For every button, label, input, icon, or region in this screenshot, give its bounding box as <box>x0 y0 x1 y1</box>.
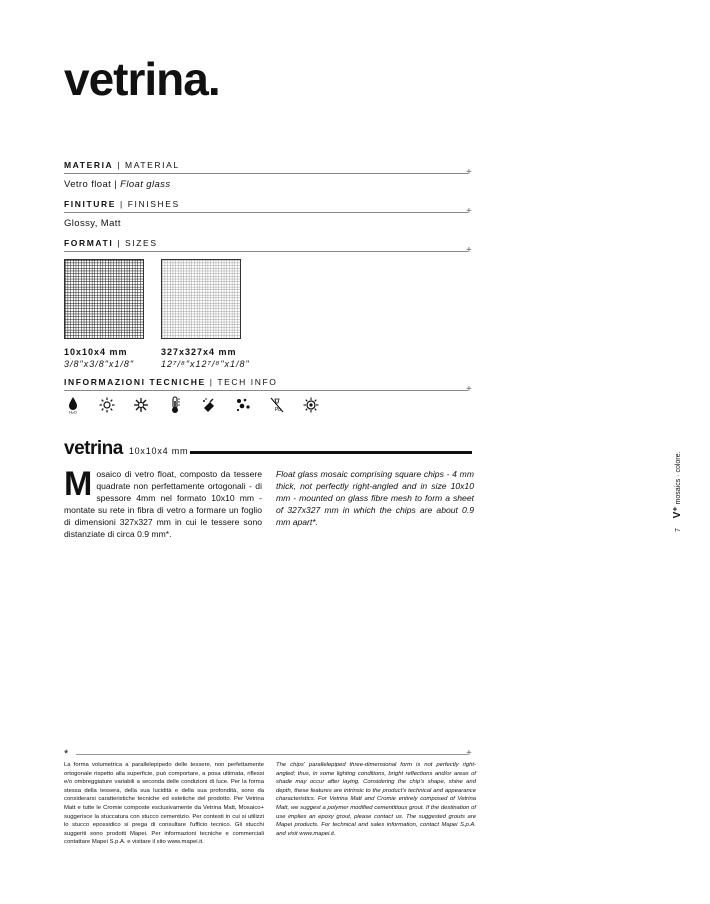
stain-resistance-icon <box>234 396 252 414</box>
water-absorption-icon <box>64 396 82 414</box>
sizes-label: FORMATI | SIZES <box>64 238 158 248</box>
thermal-shock-icon <box>166 396 184 414</box>
brand-text: mosaics · colore. <box>675 451 682 505</box>
plus-mark: + <box>466 167 472 178</box>
finishes-label: FINITURE | FINISHES <box>64 199 180 209</box>
product-heading <box>64 438 188 460</box>
size-caption: 10x10x4 mm 3/8"x3/8"x1/8" <box>64 347 135 369</box>
footnote-english: The chips' parallelepiped three-dimensional form is not perfectly right-angled; thus, in some lighting conditions, bright reflections and/or areas of shade may occur after laying. Considering the chip's shape, shine and depth, these features are intrinsic to the product's technical and appearance characteristics. For Vetrina Matt and Cromie entirely composed of Vetrina Matt, we suggest a polymer modified cementitious grout. If the destination of use implies an epoxy grout, please contact us. The suggested grouts are Mapei products. For technical and sales information, contact Mapei S.p.A. and visit www.mapei.it. <box>276 762 476 837</box>
divider <box>76 754 468 755</box>
tech-icons <box>64 396 320 414</box>
description-english: Float glass mosaic comprising square chips - 4 mm thick, not perfectly right-angled and in size 10x10 mm - mounted on glass fibre mesh to form a sheet of 327x327 mm in which the chips are about 0.9 mm apart*. <box>276 469 474 527</box>
page-title: vetrina. <box>64 53 220 105</box>
chemical-resistance-icon <box>200 396 218 414</box>
chip-swatch-small <box>64 259 144 339</box>
sun-resistance-icon <box>98 396 116 414</box>
size-caption: 327x327x4 mm 12⁷/⁸"x12⁷/⁸"x1/8" <box>161 347 250 369</box>
material-value: Vetro float | Float glass <box>64 179 171 190</box>
frost-resistance-icon <box>132 396 150 414</box>
brand-logo-icon: V⁺ <box>672 506 683 519</box>
side-brand <box>672 452 683 532</box>
page-number: 7 <box>675 528 682 532</box>
svg-text:Pb: Pb <box>274 407 282 413</box>
light-icon <box>302 396 320 414</box>
plus-mark: + <box>466 748 472 759</box>
footnote-italian: La forma volumetrica a parallelepipedo delle tessere, non perfettamente ortogonale rispetto alla superficie, può comportare, a posa ultimata, riflessi e/o ombreggiature variabili a seconda delle condizioni di luce. Per la forma stessa della tessera, della sua lucidità e della sua profondità, sono da considerarsi caratteristiche tecniche ed estetiche del prodotto. Per Vetrina Matt e tutte le Cromie composte esclusivamente da Vetrina Matt, Mosaico+ suggerisce la stuccatura con stucco cementizio. Per contesti in cui si utilizzi lo stucco epossidico si prega di consultare l'ufficio tecnico. Gli stucchi suggeriti sono prodotti Mapei. Per informazioni tecniche e commerciali contattare Mapei S.p.A. e visitare il sito www.mapei.it. <box>64 762 264 846</box>
svg-text:H₂O: H₂O <box>69 409 77 414</box>
material-label: MATERIA | MATERIAL <box>64 160 180 170</box>
sheet-swatch <box>161 259 241 339</box>
lead-free-icon <box>268 396 286 414</box>
drop-cap: M <box>64 465 93 503</box>
footnote-star: * <box>64 748 69 760</box>
description-italian: Mosaico di vetro float, composto da tessere quadrate non perfettamente ortogonali - di spessore 4mm nel formato 10x10 mm - montate su rete in fibra di vetro a formare un foglio di dimensioni 327x327 mm in cui le tessere sono distanziate di circa 0.9 mm*. <box>64 465 262 539</box>
product-size: 10x10x4 mm <box>128 446 189 456</box>
divider <box>64 251 468 252</box>
finishes-value: Glossy, Matt <box>64 218 121 229</box>
divider <box>64 390 468 391</box>
product-rule <box>190 451 472 454</box>
product-name: vetrina <box>64 438 123 459</box>
plus-mark: + <box>466 245 472 256</box>
divider <box>64 173 468 174</box>
divider <box>64 212 468 213</box>
plus-mark: + <box>466 384 472 395</box>
plus-mark: + <box>466 206 472 217</box>
tech-info-label: INFORMAZIONI TECNICHE | TECH INFO <box>64 377 278 387</box>
